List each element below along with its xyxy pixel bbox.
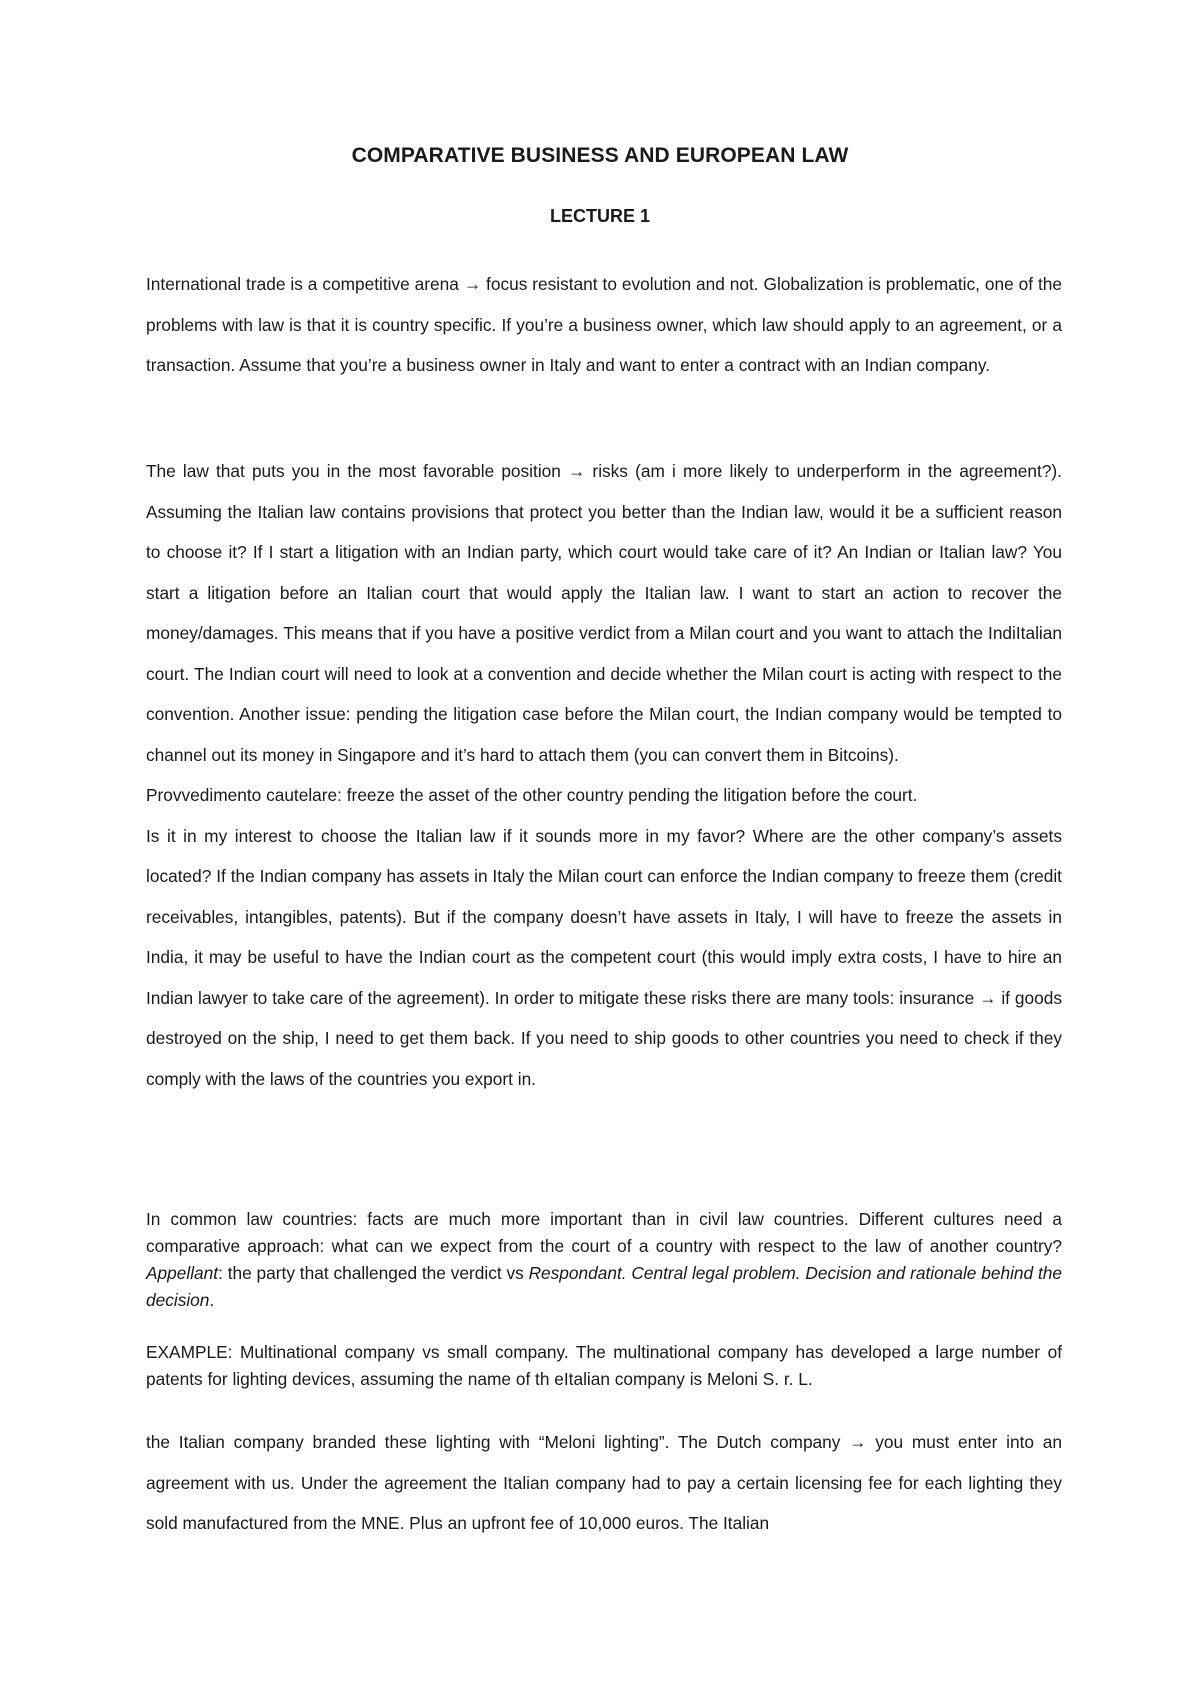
paragraph-assets: Is it in my interest to choose the Italian law if it sounds more in my favor? Where are the other company’s assets located? If the Indian company has assets in Italy the Milan court can enforce the Indian company to freeze them (credit receivables, intangibles, patents). But if the company doesn’t have assets in Italy, I will have to freeze the assets in India, it may be useful to have the Indian court as the competent court (this would imply extra costs, I have to hire an Indian lawyer to take care of the agreement). In order to mitigate these risks there are many tools: insurance → if goods destroyed on the ship, I need to get them back. If you need to ship goods to other countries you need to check if they comply with the laws of the countries you export in. — [146, 825, 1062, 1089]
common-law-text: In common law countries: facts are much more important than in civil law countries. Different cultures need a comparative approach: what can we expect from the court of a country with respect to the law of another country? — [146, 1209, 1062, 1256]
paragraph-provvedimento: Provvedimento cautelare: freeze the asset of the other country pending the litigation before the court. — [146, 785, 918, 805]
paragraph-common-law — [146, 1206, 1062, 1314]
paragraph-litigation — [146, 451, 1062, 1099]
paragraph-litigation-main: The law that puts you in the most favorable position → risks (am i more likely to underperform in the agreement?). Assuming the Italian law contains provisions that protect you better than the Indian law, would it be a sufficient reason to choose it? If I start a litigation with an Indian party, which court would take care of it? An Indian or Italian law? You start a litigation before an Italian court that would apply the Italian law. I want to start an action to recover the money/damages. This means that if you have a positive verdict from a Milan court and you want to attach the IndiItalian court. The Indian court will need to look at a convention and decide whether the Milan court is acting with respect to the convention. Another issue: pending the litigation case before the Milan court, the Indian company would be tempted to channel out its money in Singapore and it’s hard to attach them (you can convert them in Bitcoins). — [146, 461, 1062, 765]
common-law-text-3: . — [209, 1290, 215, 1310]
paragraph-branding: the Italian company branded these lighting with “Meloni lighting”. The Dutch company → you must enter into an agreement with us. Under the agreement the Italian company had to pay a certain licensing fee for each lighting they sold manufactured from the MNE. Plus an upfront fee of 10,000 euros. The Italian — [146, 1432, 1062, 1533]
common-law-text-2: : the party that challenged the verdict vs — [218, 1263, 529, 1283]
paragraph-example: EXAMPLE: Multinational company vs small company. The multinational company has developed a large number of patents for lighting devices, assuming the name of th eItalian company is Meloni S. r. L. — [146, 1342, 1062, 1389]
lecture-heading: LECTURE 1 — [549, 206, 650, 226]
document-title: COMPARATIVE BUSINESS AND EUROPEAN LAW — [351, 144, 849, 167]
respondant-term: Respondant. Central legal problem. Decision and rationale behind the decision — [146, 1263, 1062, 1310]
paragraph-intro: International trade is a competitive arena → focus resistant to evolution and not. Globalization is problematic, one of the problems with law is that it is country specific. If you’re a business owner, which law should apply to an agreement, or a transaction. Assume that you’re a business owner in Italy and want to enter a contract with an Indian company. — [146, 274, 1062, 375]
appellant-term: Appellant — [146, 1263, 219, 1283]
